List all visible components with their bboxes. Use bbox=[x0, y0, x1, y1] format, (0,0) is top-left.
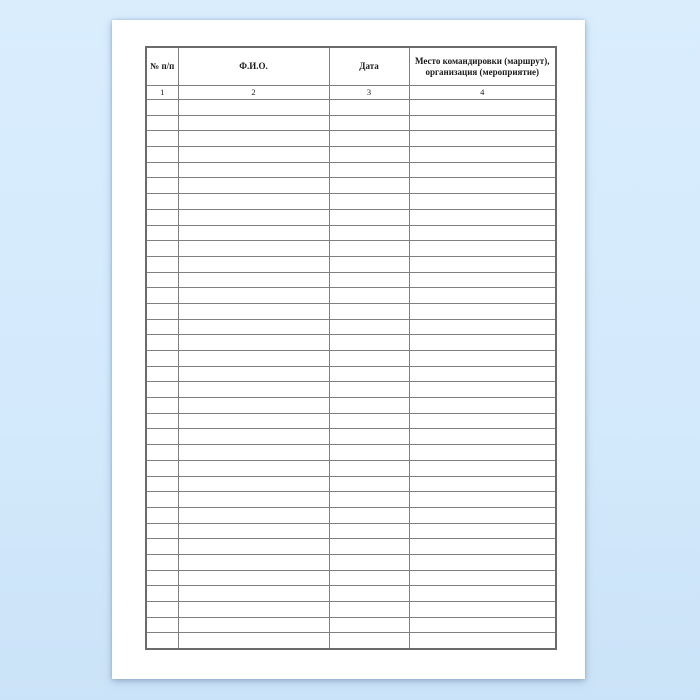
empty-row bbox=[146, 178, 556, 194]
empty-cell bbox=[409, 554, 556, 570]
empty-cell bbox=[178, 100, 329, 116]
empty-row bbox=[146, 586, 556, 602]
col-header-date: Дата bbox=[329, 47, 409, 86]
empty-row bbox=[146, 319, 556, 335]
empty-cell bbox=[409, 617, 556, 633]
empty-cell bbox=[329, 303, 409, 319]
empty-row bbox=[146, 554, 556, 570]
empty-cell bbox=[409, 162, 556, 178]
empty-cell bbox=[329, 194, 409, 210]
empty-cell bbox=[178, 445, 329, 461]
empty-cell bbox=[329, 241, 409, 257]
empty-cell bbox=[329, 429, 409, 445]
empty-cell bbox=[146, 539, 178, 555]
empty-cell bbox=[178, 147, 329, 163]
empty-cell bbox=[146, 319, 178, 335]
empty-cell bbox=[178, 194, 329, 210]
empty-row bbox=[146, 617, 556, 633]
empty-row bbox=[146, 492, 556, 508]
empty-cell bbox=[146, 131, 178, 147]
empty-cell bbox=[146, 398, 178, 414]
empty-cell bbox=[329, 492, 409, 508]
empty-cell bbox=[146, 351, 178, 367]
empty-cell bbox=[178, 162, 329, 178]
empty-cell bbox=[178, 539, 329, 555]
empty-cell bbox=[329, 131, 409, 147]
empty-cell bbox=[146, 460, 178, 476]
empty-cell bbox=[178, 115, 329, 131]
empty-cell bbox=[146, 288, 178, 304]
empty-cell bbox=[329, 445, 409, 461]
empty-row bbox=[146, 429, 556, 445]
empty-cell bbox=[329, 288, 409, 304]
empty-cell bbox=[409, 100, 556, 116]
column-number-cell: 2 bbox=[178, 86, 329, 100]
empty-cell bbox=[146, 303, 178, 319]
empty-cell bbox=[329, 507, 409, 523]
empty-cell bbox=[409, 570, 556, 586]
empty-cell bbox=[409, 476, 556, 492]
empty-cell bbox=[146, 413, 178, 429]
empty-cell bbox=[178, 617, 329, 633]
empty-row bbox=[146, 413, 556, 429]
empty-cell bbox=[146, 100, 178, 116]
empty-cell bbox=[409, 633, 556, 649]
empty-cell bbox=[409, 335, 556, 351]
empty-row bbox=[146, 476, 556, 492]
empty-cell bbox=[329, 115, 409, 131]
empty-cell bbox=[409, 460, 556, 476]
empty-cell bbox=[146, 382, 178, 398]
empty-cell bbox=[329, 523, 409, 539]
empty-cell bbox=[146, 225, 178, 241]
empty-cell bbox=[409, 445, 556, 461]
empty-cell bbox=[329, 351, 409, 367]
empty-cell bbox=[329, 147, 409, 163]
column-number-cell: 1 bbox=[146, 86, 178, 100]
empty-cell bbox=[329, 539, 409, 555]
empty-cell bbox=[178, 602, 329, 618]
empty-cell bbox=[409, 398, 556, 414]
empty-cell bbox=[329, 554, 409, 570]
empty-cell bbox=[409, 147, 556, 163]
column-number-cell: 3 bbox=[329, 86, 409, 100]
empty-cell bbox=[178, 288, 329, 304]
empty-row bbox=[146, 351, 556, 367]
empty-row bbox=[146, 272, 556, 288]
empty-cell bbox=[329, 162, 409, 178]
empty-cell bbox=[146, 162, 178, 178]
empty-cell bbox=[409, 178, 556, 194]
empty-cell bbox=[409, 507, 556, 523]
business-trip-log-table bbox=[145, 46, 557, 650]
empty-cell bbox=[178, 554, 329, 570]
empty-row bbox=[146, 303, 556, 319]
empty-cell bbox=[146, 429, 178, 445]
empty-cell bbox=[329, 209, 409, 225]
empty-cell bbox=[409, 241, 556, 257]
empty-cell bbox=[329, 570, 409, 586]
col-header-destination: Место командировки (маршрут), организация (мероприятие) bbox=[409, 47, 556, 86]
empty-cell bbox=[329, 272, 409, 288]
empty-row bbox=[146, 507, 556, 523]
empty-cell bbox=[409, 586, 556, 602]
empty-cell bbox=[178, 256, 329, 272]
empty-cell bbox=[178, 351, 329, 367]
document-page bbox=[112, 20, 585, 679]
empty-cell bbox=[146, 209, 178, 225]
empty-cell bbox=[178, 241, 329, 257]
empty-cell bbox=[329, 633, 409, 649]
empty-cell bbox=[178, 335, 329, 351]
empty-cell bbox=[146, 194, 178, 210]
empty-row bbox=[146, 241, 556, 257]
empty-cell bbox=[178, 413, 329, 429]
empty-row bbox=[146, 100, 556, 116]
empty-cell bbox=[409, 539, 556, 555]
empty-cell bbox=[146, 256, 178, 272]
empty-row bbox=[146, 460, 556, 476]
empty-cell bbox=[329, 100, 409, 116]
empty-cell bbox=[329, 398, 409, 414]
empty-cell bbox=[409, 225, 556, 241]
empty-cell bbox=[146, 335, 178, 351]
empty-cell bbox=[146, 445, 178, 461]
empty-cell bbox=[178, 209, 329, 225]
empty-cell bbox=[329, 460, 409, 476]
empty-cell bbox=[178, 476, 329, 492]
empty-cell bbox=[178, 366, 329, 382]
column-number-cell: 4 bbox=[409, 86, 556, 100]
empty-cell bbox=[178, 523, 329, 539]
empty-cell bbox=[409, 256, 556, 272]
empty-row bbox=[146, 398, 556, 414]
empty-row bbox=[146, 523, 556, 539]
empty-cell bbox=[409, 115, 556, 131]
empty-cell bbox=[409, 209, 556, 225]
empty-cell bbox=[329, 366, 409, 382]
empty-row bbox=[146, 194, 556, 210]
empty-cell bbox=[146, 366, 178, 382]
empty-cell bbox=[146, 147, 178, 163]
empty-cell bbox=[329, 178, 409, 194]
empty-rows-body bbox=[146, 100, 556, 650]
empty-cell bbox=[146, 272, 178, 288]
empty-cell bbox=[146, 602, 178, 618]
empty-cell bbox=[146, 178, 178, 194]
empty-cell bbox=[329, 335, 409, 351]
empty-cell bbox=[329, 319, 409, 335]
empty-cell bbox=[178, 272, 329, 288]
empty-row bbox=[146, 288, 556, 304]
empty-cell bbox=[329, 476, 409, 492]
empty-row bbox=[146, 147, 556, 163]
empty-cell bbox=[178, 303, 329, 319]
empty-row bbox=[146, 115, 556, 131]
empty-row bbox=[146, 445, 556, 461]
empty-cell bbox=[409, 194, 556, 210]
empty-row bbox=[146, 382, 556, 398]
empty-row bbox=[146, 335, 556, 351]
empty-cell bbox=[178, 178, 329, 194]
empty-cell bbox=[146, 633, 178, 649]
empty-cell bbox=[178, 429, 329, 445]
empty-cell bbox=[329, 382, 409, 398]
col-header-full-name: Ф.И.О. bbox=[178, 47, 329, 86]
empty-cell bbox=[409, 602, 556, 618]
empty-cell bbox=[178, 633, 329, 649]
empty-row bbox=[146, 162, 556, 178]
empty-cell bbox=[178, 507, 329, 523]
empty-cell bbox=[409, 382, 556, 398]
empty-cell bbox=[146, 554, 178, 570]
empty-cell bbox=[178, 131, 329, 147]
empty-cell bbox=[409, 131, 556, 147]
empty-cell bbox=[409, 272, 556, 288]
empty-cell bbox=[329, 602, 409, 618]
empty-cell bbox=[146, 115, 178, 131]
empty-cell bbox=[329, 225, 409, 241]
empty-cell bbox=[178, 460, 329, 476]
empty-row bbox=[146, 602, 556, 618]
empty-row bbox=[146, 256, 556, 272]
empty-cell bbox=[146, 617, 178, 633]
empty-cell bbox=[178, 398, 329, 414]
empty-cell bbox=[178, 319, 329, 335]
empty-cell bbox=[178, 570, 329, 586]
empty-cell bbox=[409, 366, 556, 382]
empty-row bbox=[146, 131, 556, 147]
empty-row bbox=[146, 209, 556, 225]
empty-cell bbox=[146, 507, 178, 523]
empty-cell bbox=[409, 303, 556, 319]
empty-cell bbox=[329, 256, 409, 272]
empty-cell bbox=[146, 476, 178, 492]
empty-cell bbox=[146, 523, 178, 539]
empty-cell bbox=[329, 617, 409, 633]
empty-cell bbox=[409, 523, 556, 539]
empty-row bbox=[146, 539, 556, 555]
empty-row bbox=[146, 366, 556, 382]
empty-cell bbox=[409, 319, 556, 335]
empty-cell bbox=[146, 241, 178, 257]
empty-cell bbox=[146, 570, 178, 586]
empty-cell bbox=[329, 413, 409, 429]
empty-row bbox=[146, 225, 556, 241]
empty-cell bbox=[409, 288, 556, 304]
empty-cell bbox=[146, 492, 178, 508]
col-header-row-number: № п/п bbox=[146, 47, 178, 86]
empty-cell bbox=[178, 492, 329, 508]
empty-cell bbox=[146, 586, 178, 602]
header-row bbox=[146, 47, 556, 86]
empty-cell bbox=[178, 586, 329, 602]
empty-cell bbox=[178, 382, 329, 398]
empty-cell bbox=[409, 413, 556, 429]
empty-row bbox=[146, 633, 556, 649]
empty-cell bbox=[178, 225, 329, 241]
empty-cell bbox=[409, 492, 556, 508]
empty-cell bbox=[409, 429, 556, 445]
empty-cell bbox=[329, 586, 409, 602]
column-numbering-row bbox=[146, 86, 556, 100]
empty-cell bbox=[409, 351, 556, 367]
empty-row bbox=[146, 570, 556, 586]
